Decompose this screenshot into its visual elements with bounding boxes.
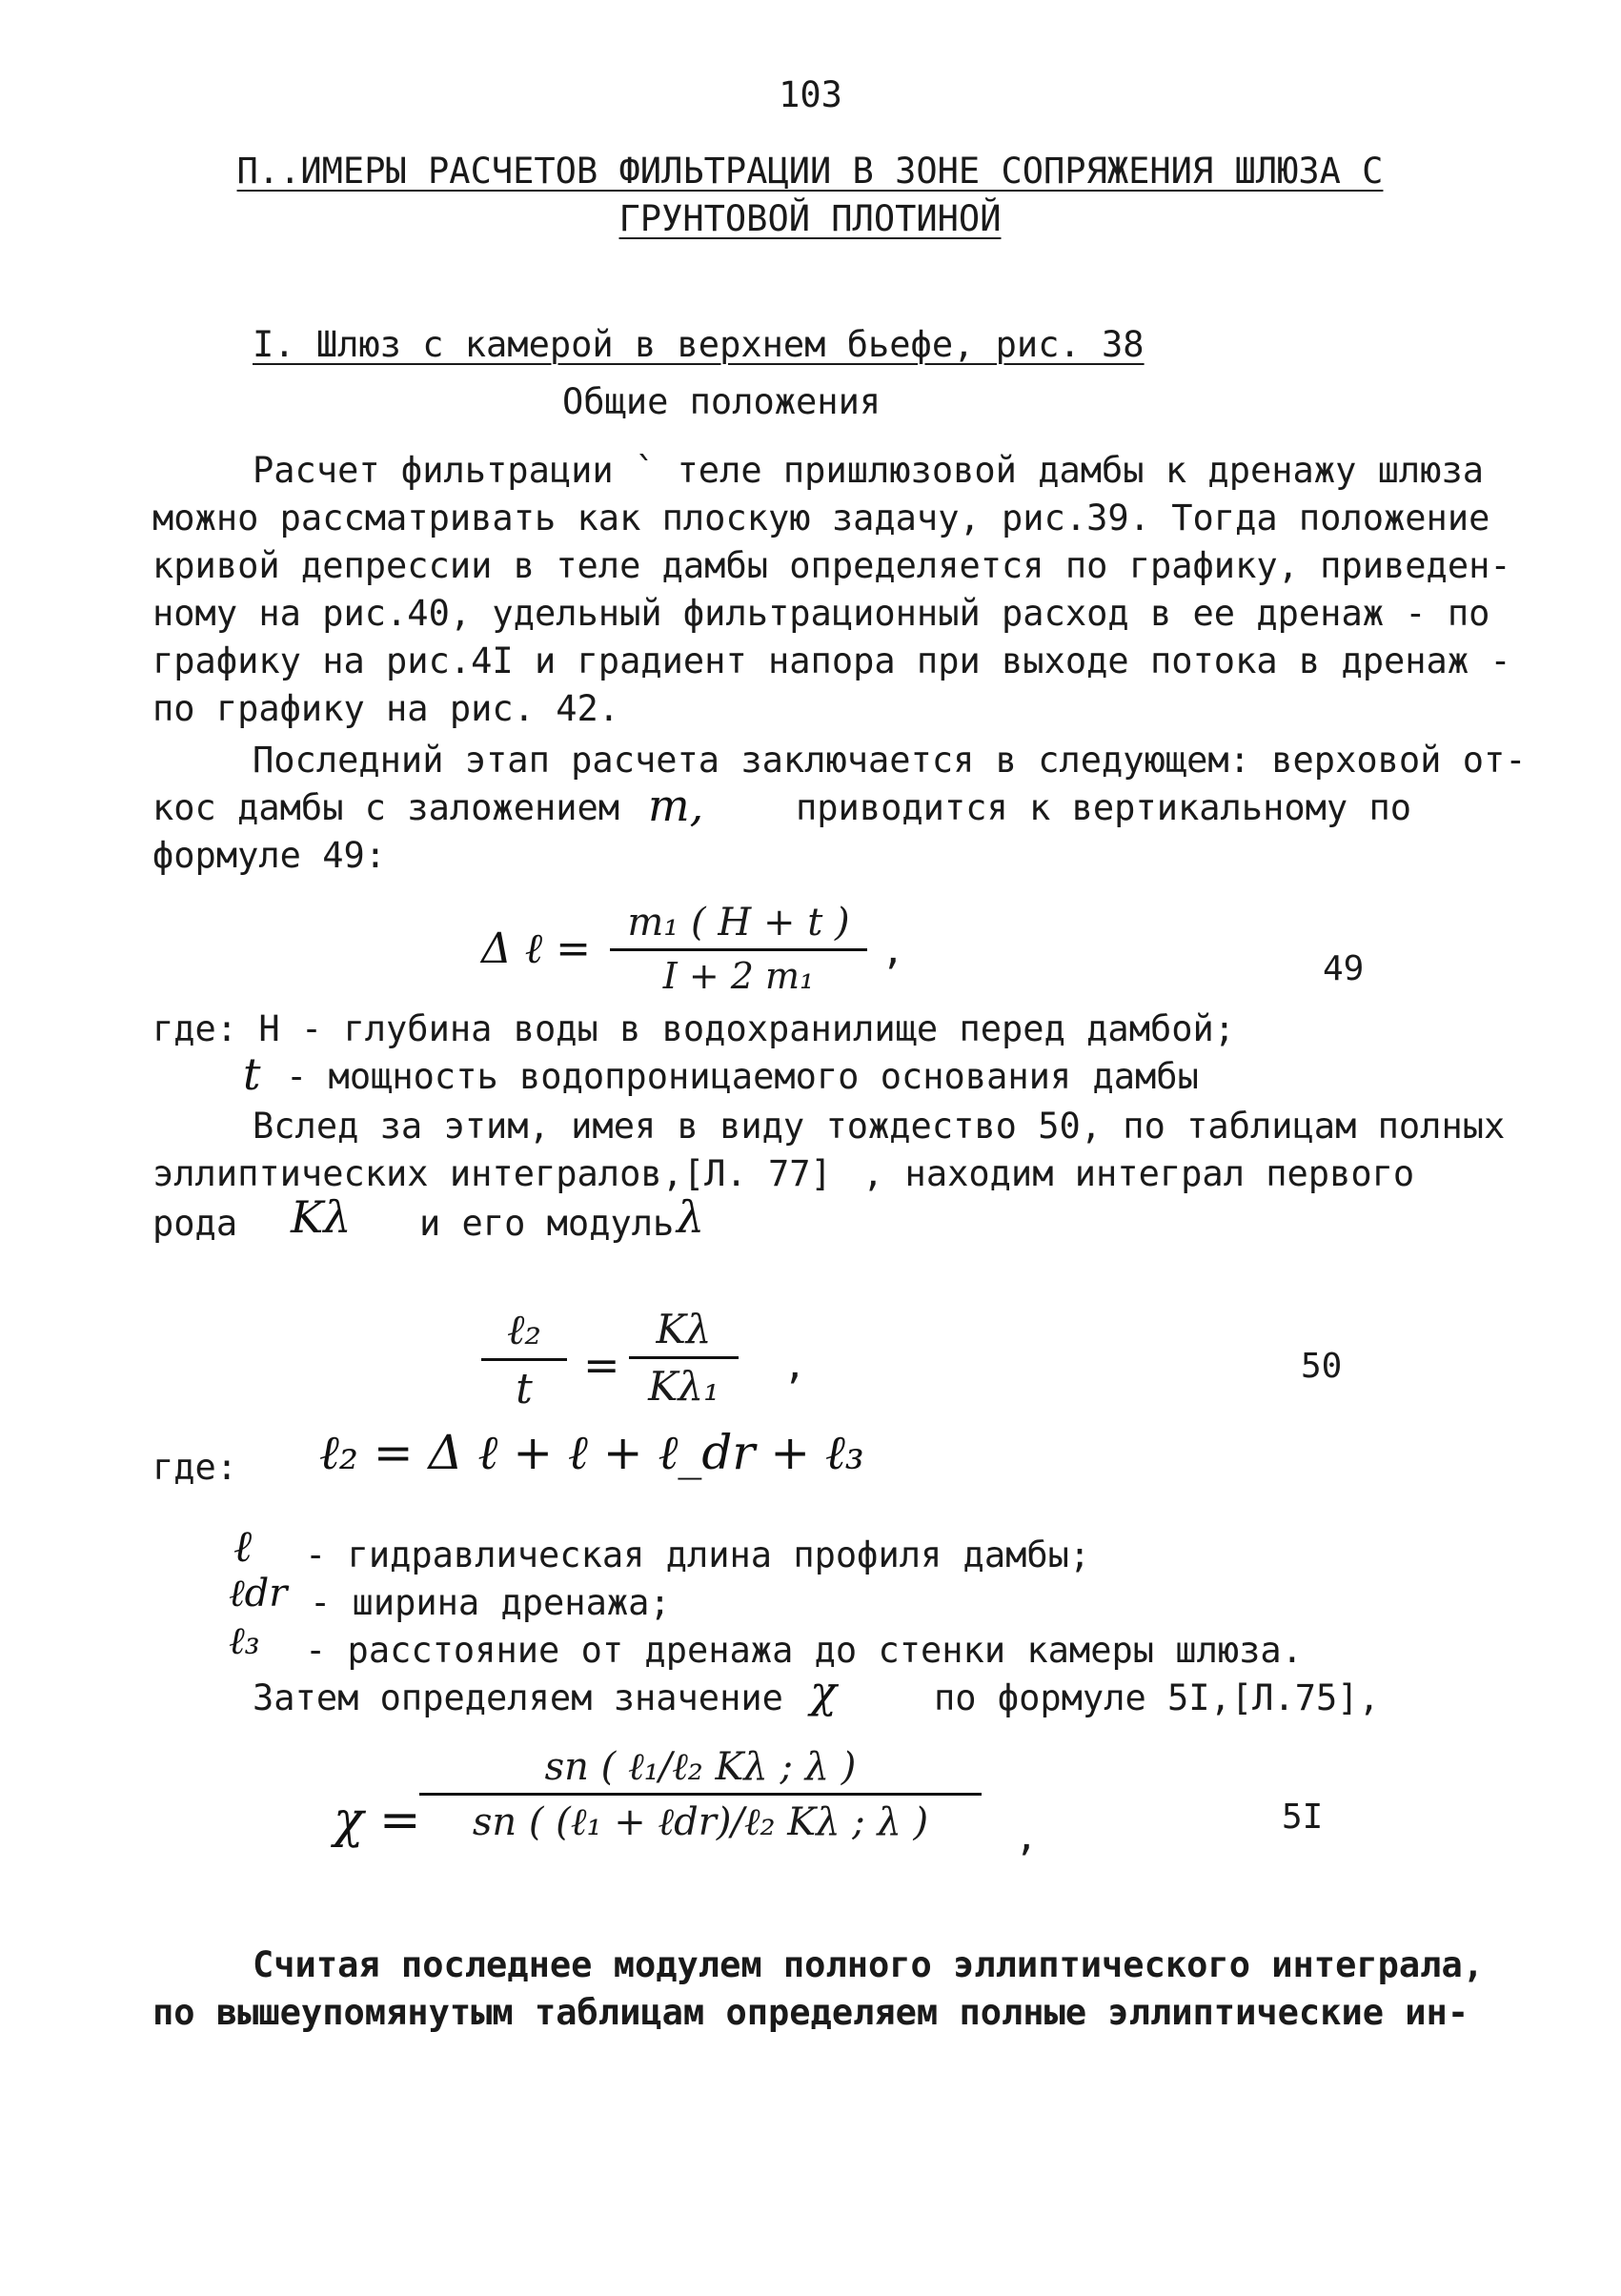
def-l-symbol: ℓ (233, 1520, 253, 1572)
symbol-t: t (243, 1048, 261, 1100)
def-l-text: - гидравлическая длина профиля дамбы; (305, 1534, 1091, 1575)
para5-line-1: Считая последнее модулем полного эллиптического интеграла, (253, 1944, 1485, 1985)
para1-line-3: кривой депрессии в теле дамбы определяется по графику, приведен- (152, 545, 1511, 586)
para1-line-6: по графику на рис. 42. (152, 688, 620, 729)
title-line-2: ГРУНТОВОЙ ПЛОТИНОЙ (618, 198, 1002, 239)
eq50-rhs-fraction (629, 1306, 739, 1410)
eq51-denominator: sn ( (ℓ₁ + ℓdr)/ℓ₂ Kλ ; λ ) (472, 1800, 929, 1844)
para1-line-5: графику на рис.4I и градиент напора при выходе потока в дренаж - (152, 640, 1511, 681)
symbol-m1: m, (648, 780, 704, 831)
para3-line-3b: и его модуль (419, 1203, 675, 1244)
eq50-equals: = (583, 1339, 620, 1391)
para3-line-2a: эллиптических интегралов,[Л. 77] (152, 1153, 832, 1194)
def-ldr-text: - ширина дренажа; (310, 1582, 671, 1623)
eq49-number: 49 (1323, 949, 1365, 988)
para1-line-2: можно рассматривать как плоскую задачу, рис.39. Тогда положение (152, 498, 1490, 538)
eq49-fraction-bar (610, 948, 867, 951)
eq50-lhs-denominator: t (516, 1365, 533, 1413)
where50-expression: ℓ₂ = Δ ℓ + ℓ + ℓ_dr + ℓ₃ (319, 1425, 864, 1480)
eq50-rhs-numerator: Kλ (656, 1306, 712, 1352)
eq50-lhs-numerator: ℓ₂ (507, 1306, 541, 1354)
symbol-k-lambda: Kλ (291, 1191, 352, 1243)
para1-line-4: ному на рис.40, удельный фильтрационный расход в ее дренаж - по (152, 593, 1490, 634)
where50-label: где: (152, 1447, 238, 1488)
title-line-1: П..ИМЕРЫ РАСЧЕТОВ ФИЛЬТРАЦИИ В ЗОНЕ СОПРЯЖЕНИЯ ШЛЮЗА С (236, 151, 1384, 192)
eq50-rhs-bar (629, 1356, 739, 1359)
eq51-fraction-bar (419, 1793, 982, 1796)
para3-line-3a: рода (152, 1203, 238, 1244)
para2-line-3: формуле 49: (152, 835, 387, 876)
eq50-comma: , (783, 1344, 807, 1388)
para4-b: по формуле 5I,[Л.75], (934, 1677, 1380, 1718)
para2-line-2a: кос дамбы с заложением (152, 787, 620, 828)
eq51-number: 5I (1282, 1798, 1324, 1837)
subheading: Общие положения (562, 381, 881, 422)
where49-line-2: - мощность водопроницаемого основания дамбы (286, 1056, 1199, 1097)
para2-line-2b: приводится к вертикальному по (796, 787, 1412, 828)
para3-line-2b: , находим интеграл первого (862, 1153, 1415, 1194)
where49-line-1: где: Н - глубина воды в водохранилище перед дамбой; (152, 1008, 1236, 1049)
def-ldr-symbol: ℓdr (229, 1572, 288, 1615)
para5-line-2: по вышеупомянутым таблицам определяем полные эллиптические ин- (152, 1992, 1469, 2033)
para3-line-1: Вслед за этим, имея в виду тождество 50, по таблицам полных (253, 1106, 1506, 1147)
eq50-lhs-bar (481, 1358, 567, 1361)
eq50-lhs-fraction (481, 1306, 567, 1413)
para4-a: Затем определяем значение (253, 1677, 783, 1718)
eq49-comma: , (881, 929, 905, 973)
def-l3-text: - расстояние от дренажа до стенки камеры шлюза. (305, 1630, 1303, 1671)
eq49-numerator: m₁ ( H + t ) (627, 901, 850, 945)
eq50-number: 50 (1301, 1347, 1343, 1386)
eq50-rhs-denominator: Kλ₁ (648, 1363, 719, 1410)
para1-line-1: Расчет фильтрации ` теле пришлюзовой дамбы к дренажу шлюза (253, 450, 1485, 491)
eq51-lhs: χ = (334, 1792, 421, 1849)
para2-line-1: Последний этап расчета заключается в следующем: верховой от- (253, 740, 1527, 781)
page-number: 103 (779, 74, 842, 115)
symbol-chi: χ (810, 1666, 837, 1717)
eq49-lhs: Δ ℓ = (481, 924, 591, 973)
eq49-denominator: I + 2 m₁ (662, 955, 815, 997)
eq51-numerator: sn ( ℓ₁/ℓ₂ Kλ ; λ ) (544, 1745, 857, 1789)
eq51-comma: , (1015, 1816, 1039, 1859)
eq51-fraction (419, 1744, 982, 1844)
eq49-fraction (610, 901, 867, 997)
def-l3-symbol: ℓ₃ (229, 1619, 260, 1663)
symbol-lambda: λ (677, 1191, 705, 1243)
section-heading: I. Шлюз с камерой в верхнем бьефе, рис. 38 (253, 324, 1145, 365)
